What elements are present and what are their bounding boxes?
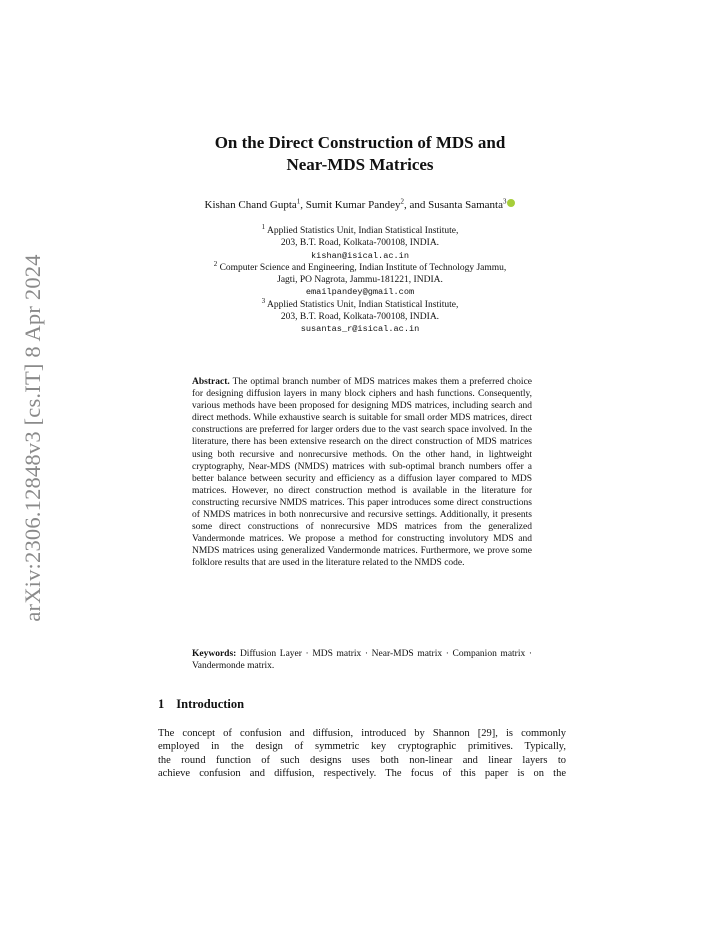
abstract bbox=[192, 376, 532, 570]
affiliation-line: 203, B.T. Road, Kolkata-700108, INDIA. bbox=[280, 312, 440, 323]
intro-line: the round function of such designs uses both non-linear and linear layers to bbox=[158, 754, 566, 766]
author-name: Kishan Chand Gupta bbox=[204, 199, 297, 211]
affiliation-line: $^2$ Computer Science and Engineering, Indian Institute of Technology Jammu, bbox=[213, 259, 507, 273]
keywords-label: Keywords: bbox=[192, 649, 237, 659]
author-affiliation-marker: 3 bbox=[502, 197, 507, 206]
intro-line: The concept of confusion and diffusion, introduced by Shannon [29], is commonly bbox=[158, 728, 566, 739]
affiliation-line: $^3$ Applied Statistics Unit, Indian Statistical Institute, bbox=[261, 296, 459, 310]
affiliation-line: 203, B.T. Road, Kolkata-700108, INDIA. bbox=[280, 238, 440, 249]
affiliation-line: Jagti, PO Nagrota, Jammu-181221, INDIA. bbox=[277, 275, 443, 286]
affiliation-email[interactable]: kishan@isical.ac.in bbox=[311, 250, 409, 261]
section-number: 1 bbox=[158, 697, 165, 711]
section-heading bbox=[158, 697, 244, 712]
title-line: Near-MDS Matrices bbox=[286, 155, 434, 174]
orcid-icon[interactable] bbox=[507, 199, 515, 207]
title-line: On the Direct Construction of MDS and bbox=[214, 133, 506, 152]
arxiv-identifier-stamp bbox=[12, 242, 54, 634]
paper-title bbox=[0, 132, 720, 176]
author-affiliation-marker: 2 bbox=[400, 197, 404, 206]
author-affiliation-marker: 1 bbox=[296, 197, 301, 206]
abstract-text: The optimal branch number of MDS matrices makes them a preferred choice for designing diffusion layers in many block ciphers and hash functions. Consequently, various methods have been proposed for designing MDS matrices, including search and direct methods. While exhaustive search is suitable for small order MDS matrices, direct constructions are preferred for larger orders due to the vast search space involved. In the literature, there has been extensive research on the direct construction of MDS matrices using both recursive and nonrecursive methods. On the other hand, in lightweight cryptography, Near-MDS (NMDS) matrices with sub-optimal branch numbers offer a better balance between security and efficiency as a diffusion layer compared to MDS matrices. However, no direct construction method is available in the literature for constructing recursive NMDS matrices. This paper introduces some direct constructions of NMDS matrices in both nonrecursive and recursive settings. Additionally, it presents some direct constructions of nonrecursive MDS matrices from the generalized Vandermonde matrices. We propose a method for constructing involutory MDS and NMDS matrices using generalized Vandermonde matrices. Furthermore, we prove some folklore results that are used in the literature related to the NMDS code. bbox=[192, 377, 532, 569]
author-separator: , and bbox=[403, 199, 429, 211]
affiliation-email[interactable]: emailpandey@gmail.com bbox=[305, 287, 415, 298]
affiliation-marker: 1 bbox=[261, 222, 266, 231]
author-name: Susanta Samanta bbox=[428, 199, 503, 211]
intro-paragraph bbox=[158, 727, 566, 781]
keywords bbox=[192, 648, 532, 672]
author-separator: , bbox=[300, 199, 306, 211]
intro-line: employed in the design of symmetric key cryptographic primitives. Typically, bbox=[158, 741, 566, 753]
arxiv-identifier-text: arXiv:2306.12848v3 [cs.IT] 8 Apr 2024 bbox=[20, 254, 45, 622]
affiliation-email[interactable]: susantas_r@isical.ac.in bbox=[300, 324, 420, 335]
author-name: Sumit Kumar Pandey bbox=[305, 199, 401, 211]
author-list bbox=[0, 199, 720, 211]
intro-line: achieve confusion and diffusion, respectively. The focus of this paper is on the bbox=[158, 768, 566, 780]
affiliation-marker: 2 bbox=[213, 259, 218, 268]
keywords-text: Diffusion Layer · MDS matrix · Near-MDS matrix · Companion matrix · Vandermonde matrix. bbox=[192, 649, 532, 672]
affiliations-block bbox=[160, 222, 560, 336]
abstract-label: Abstract. bbox=[192, 377, 230, 387]
affiliation-line: $^1$ Applied Statistics Unit, Indian Statistical Institute, bbox=[261, 222, 459, 236]
section-title: Introduction bbox=[176, 697, 245, 711]
affiliation-marker: 3 bbox=[261, 296, 266, 305]
